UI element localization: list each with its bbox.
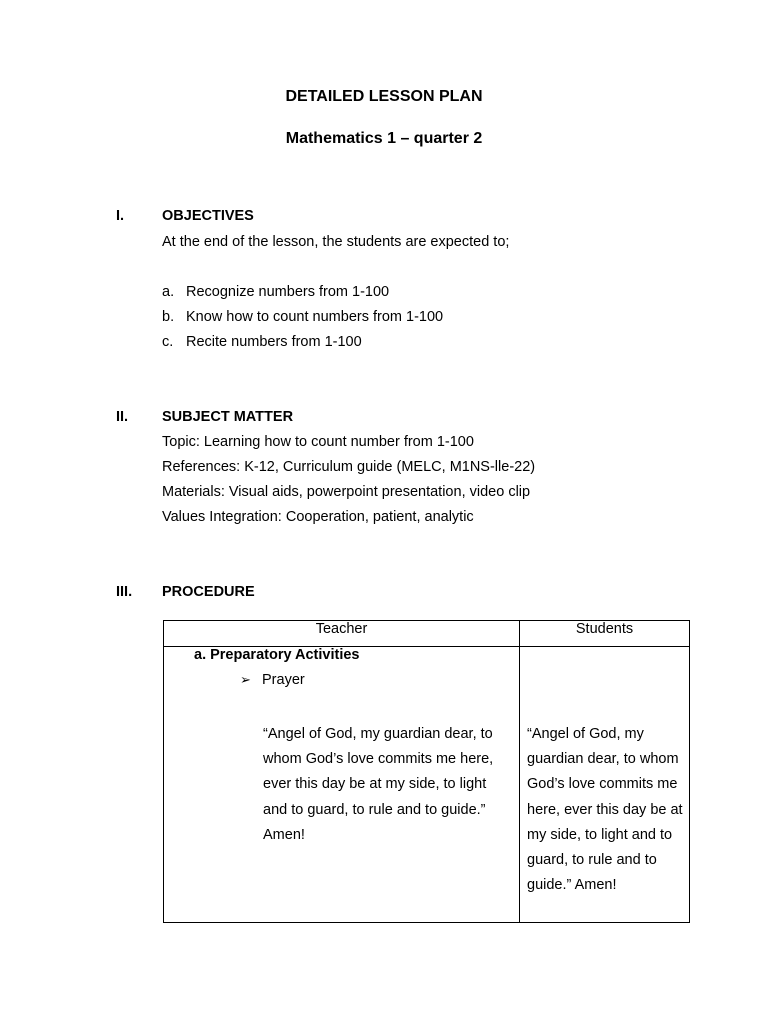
document-title: DETAILED LESSON PLAN [285,88,483,105]
students-cell [520,647,690,923]
list-item [162,309,443,325]
subject-values-integration: Values Integration: Cooperation, patient, analytic [162,509,474,525]
students-prayer-text: “Angel of God, my guardian dear, to whom God’s love commits me here, ever this day be at my side, to light and to guard, to rule and to guide.” Amen! [527,726,683,894]
list-item-text: Recite numbers from 1-100 [186,334,362,350]
list-marker: c. [162,334,174,350]
table-header-row [164,621,690,647]
document-subtitle: Mathematics 1 – quarter 2 [285,130,483,147]
column-header-students: Students [520,621,690,647]
section-heading-objectives: OBJECTIVES [162,208,254,224]
activity-heading: a. Preparatory Activities [194,647,360,663]
section-heading-subject-matter: SUBJECT MATTER [162,409,294,425]
list-item [162,284,389,300]
bullet-item-text: Prayer [262,672,305,688]
list-marker: a. [162,284,175,300]
teacher-cell [164,647,520,923]
table-row [164,647,690,923]
list-item-text: Recognize numbers from 1-100 [186,284,390,300]
subject-references: References: K-12, Curriculum guide (MELC, M1NS-lle-22) [162,459,536,475]
list-item-text: Know how to count numbers from 1-100 [186,309,444,325]
procedure-table [163,620,690,923]
section-number-subject-matter: II. [116,409,129,425]
teacher-prayer-text: “Angel of God, my guardian dear, to whom God’s love commits me here, ever this day be at my side, to light and to guard, to rule and to guide.” Amen! [263,726,494,843]
objectives-intro: At the end of the lesson, the students are expected to; [162,234,510,250]
list-item [162,334,362,350]
subject-topic: Topic: Learning how to count number from 1-100 [162,434,474,450]
bullet-item [240,672,305,688]
column-header-teacher: Teacher [164,621,520,647]
subject-materials: Materials: Visual aids, powerpoint presentation, video clip [162,484,531,500]
section-number-objectives: I. [116,208,125,224]
list-marker: b. [162,309,175,325]
section-heading-procedure: PROCEDURE [162,584,255,600]
section-number-procedure: III. [116,584,133,600]
arrow-bullet-icon: ➢ [240,672,251,687]
